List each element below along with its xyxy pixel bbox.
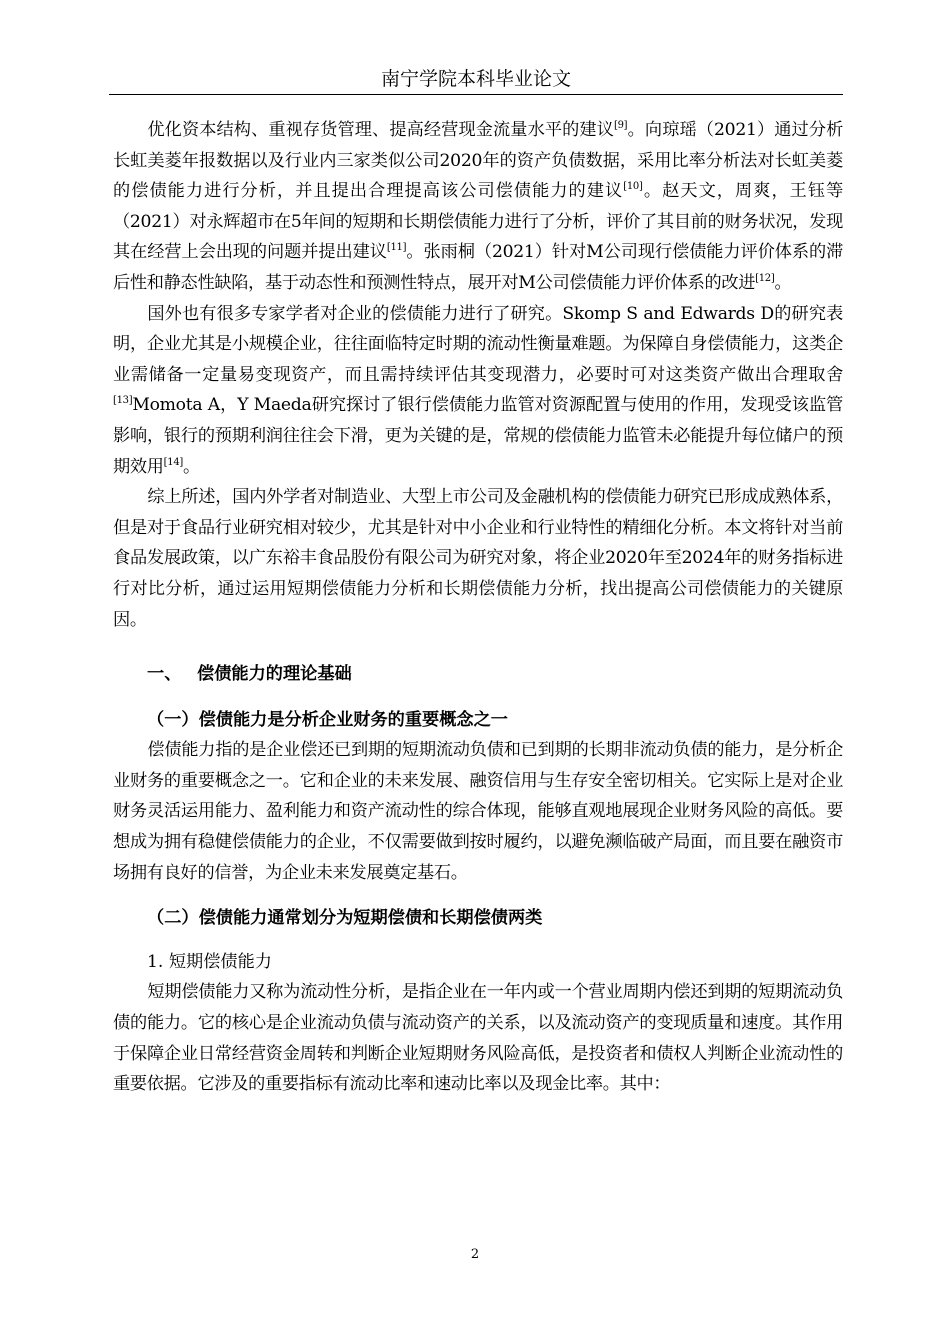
header-rule: [109, 94, 843, 95]
citation: [9]: [613, 120, 628, 131]
text-run: 。向琼瑶（2021）通过分析长虹美菱年报数据以及行业内三家类似公司2020年的资产负债数据，采用比率分析法对长虹美菱的偿债能力进行分析，并且提出合理提高该公司偿债能力的建议: [113, 120, 843, 202]
section-title: 偿债能力的理论基础: [197, 664, 352, 685]
subsection-heading-2: （二）偿债能力通常划分为短期偿债和长期偿债两类: [147, 908, 543, 929]
text-run: 。: [774, 272, 792, 293]
paragraph-domestic-review: [113, 115, 843, 299]
citation: [14]: [163, 456, 183, 468]
page-body: [113, 115, 843, 1100]
text-run: Momota A，Y Maeda研究探讨了银行偿债能力监管对资源配置与使用的作用，发现受该监管影响，银行的预期利润往往会下滑，更为关键的是，常规的偿债能力监管未必能提升每位储户的预期效用: [113, 395, 843, 477]
paragraph-definition: 偿债能力指的是企业偿还已到期的短期流动负债和已到期的长期非流动负债的能力，是分析企业财务的重要概念之一。它和企业的未来发展、融资信用与生存安全密切相关。它实际上是对企业财务灵活运用能力、盈利能力和资产流动性的综合体现，能够直观地展现企业财务风险的高低。要想成为拥有稳健偿债能力的企业，不仅需要做到按时履约，以避免濒临破产局面，而且要在融资市场拥有良好的信誉，为企业未来发展奠定基石。: [113, 740, 843, 883]
text-run: 优化资本结构、重视存货管理、提高经营现金流量水平的建议: [147, 120, 614, 140]
paragraph-summary: 综上所述，国内外学者对制造业、大型上市公司及金融机构的偿债能力研究已形成成熟体系，但是对于食品行业研究相对较少，尤其是针对中小企业和行业特性的精细化分析。本文将针对当前食品发展政策，以广东裕丰食品股份有限公司为研究对象，将企业2020年至2024年的财务指标进行对比分析，通过运用短期偿债能力分析和长期偿债能力分析，找出提高公司偿债能力的关键原因。: [113, 487, 843, 630]
citation: [12]: [755, 272, 775, 284]
section-number: 一、: [147, 664, 182, 685]
section-heading: [113, 659, 843, 690]
text-run: 。赵天文，周爽，王钰等（2021）对永辉超市在5年间的短期和长期偿债能力进行了分析，评价了其目前的财务状况，发现其在经营上会出现的问题并提出建议: [113, 181, 844, 263]
citation: [11]: [386, 242, 407, 254]
text-run: 。: [183, 456, 200, 477]
paragraph-foreign-review: [113, 299, 843, 483]
running-header: 南宁学院本科毕业论文: [380, 68, 571, 90]
sub-subsection-heading: 1. 短期偿债能力: [147, 951, 272, 972]
paragraph-short-term: 短期偿债能力又称为流动性分析，是指企业在一年内或一个营业周期内偿还到期的短期流动负债的能力。它的核心是企业流动负债与流动资产的关系，以及流动资产的变现质量和速度。其作用于保障企业日常经营资金周转和判断企业短期财务风险高低，是投资者和债权人判断企业流动性的重要依据。它涉及的重要指标有流动比率和速动比率以及现金比率。其中：: [113, 982, 843, 1095]
text-run: 国外也有很多专家学者对企业的偿债能力进行了研究。Skomp S and Edwards D的研究表明，企业尤其是小规模企业，往往面临特定时期的流动性衡量难题。为保障自身偿债能力，这类企业需储备一定量易变现资产，而且需持续评估其变现潜力，必要时可对这类资产做出合理取舍: [113, 303, 843, 385]
page-number: 2: [470, 1247, 480, 1262]
subsection-heading-1: （一）偿债能力是分析企业财务的重要概念之一: [147, 709, 508, 730]
citation: [10]: [623, 181, 643, 193]
text-run: 。张雨桐（2021）针对M公司现行偿债能力评价体系的滞后性和静态性缺陷，基于动态性和预测性特点，展开对M公司偿债能力评价体系的改进: [113, 242, 843, 293]
citation: [13]: [113, 395, 133, 407]
